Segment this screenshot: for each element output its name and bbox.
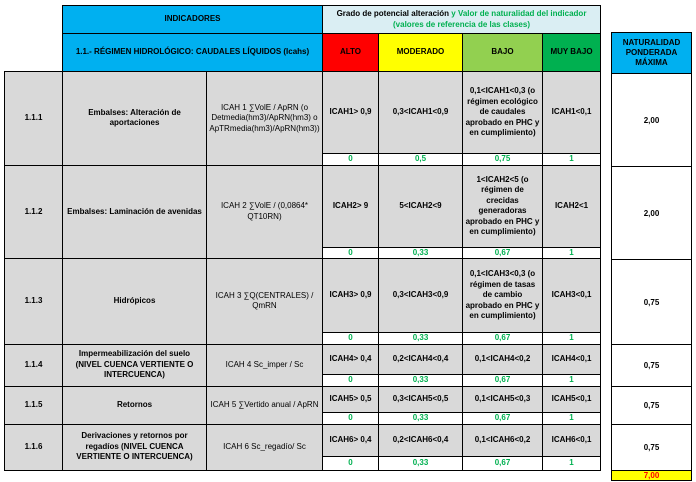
indicator-row bbox=[5, 165, 601, 247]
indicator-formula: ICAH 3 ∑Q(CENTRALES) / QmRN bbox=[207, 259, 323, 345]
threshold-alto: ICAH3> 0,9 bbox=[323, 259, 379, 333]
grado-green-text: y Valor de naturalidad del indicador (valores de referencia de las clases) bbox=[393, 9, 587, 29]
threshold-moderado: 0,3<ICAH3<0,9 bbox=[379, 259, 463, 333]
threshold-bajo: 0,1<ICAH1<0,3 (o régimen ecológico de caudales aprobado en PHC y en cumplimiento) bbox=[463, 72, 543, 154]
naturalidad-value: 2,00 bbox=[612, 167, 692, 260]
indicator-code: 1.1.2 bbox=[5, 165, 63, 259]
score-moderado: 0,33 bbox=[379, 456, 463, 470]
naturalidad-value: 0,75 bbox=[612, 260, 692, 345]
score-alto: 0 bbox=[323, 154, 379, 166]
threshold-moderado: 0,3<ICAH1<0,9 bbox=[379, 72, 463, 154]
score-moderado: 0,33 bbox=[379, 374, 463, 386]
score-muy-bajo: 1 bbox=[543, 374, 601, 386]
indicator-formula: ICAH 5 ∑Vertido anual / ApRN bbox=[207, 386, 323, 424]
score-bajo: 0,67 bbox=[463, 247, 543, 259]
threshold-muy-bajo: ICAH6<0,1 bbox=[543, 424, 601, 456]
indicator-formula: ICAH 1 ∑VolE / ApRN (o Detmedia(hm3)/ApRN(hm3) o ApTRmedia(hm3)/ApRN(hm3)) bbox=[207, 72, 323, 166]
grado-text: Grado de potencial alteración bbox=[336, 9, 450, 18]
naturalidad-value: 2,00 bbox=[612, 74, 692, 167]
indicator-row bbox=[5, 424, 601, 456]
threshold-muy-bajo: ICAH1<0,1 bbox=[543, 72, 601, 154]
threshold-moderado: 0,2<ICAH4<0,4 bbox=[379, 344, 463, 374]
score-alto: 0 bbox=[323, 412, 379, 424]
indicator-name: Impermeabilización del suelo (NIVEL CUENCA VERTIENTE O INTERCUENCA) bbox=[63, 344, 207, 386]
score-bajo: 0,67 bbox=[463, 456, 543, 470]
grado-header bbox=[323, 6, 601, 34]
indicator-name: Embalses: Laminación de avenidas bbox=[63, 165, 207, 259]
naturalidad-column bbox=[611, 32, 692, 481]
score-muy-bajo: 1 bbox=[543, 154, 601, 166]
class-alto: ALTO bbox=[323, 34, 379, 72]
score-muy-bajo: 1 bbox=[543, 247, 601, 259]
threshold-alto: ICAH6> 0,4 bbox=[323, 424, 379, 456]
indicator-formula: ICAH 2 ∑VolE / (0,0864* QT10RN) bbox=[207, 165, 323, 259]
score-moderado: 0,33 bbox=[379, 412, 463, 424]
naturalidad-value: 0,75 bbox=[612, 425, 692, 471]
threshold-moderado: 5<ICAH2<9 bbox=[379, 165, 463, 247]
threshold-moderado: 0,2<ICAH6<0,4 bbox=[379, 424, 463, 456]
threshold-bajo: 0,1<ICAH4<0,2 bbox=[463, 344, 543, 374]
indicator-name: Hidrópicos bbox=[63, 259, 207, 345]
threshold-muy-bajo: ICAH3<0,1 bbox=[543, 259, 601, 333]
score-moderado: 0,33 bbox=[379, 333, 463, 345]
threshold-alto: ICAH1> 0,9 bbox=[323, 72, 379, 154]
threshold-bajo: 0,1<ICAH5<0,3 bbox=[463, 386, 543, 412]
score-muy-bajo: 1 bbox=[543, 412, 601, 424]
indicator-code: 1.1.5 bbox=[5, 386, 63, 424]
score-alto: 0 bbox=[323, 333, 379, 345]
indicator-row bbox=[5, 386, 601, 412]
indicator-row bbox=[5, 344, 601, 374]
indicators-table bbox=[4, 5, 601, 471]
indicator-name: Derivaciones y retornos por regadíos (NIVEL CUENCA VERTIENTE O INTERCUENCA) bbox=[63, 424, 207, 470]
indicadores-header: INDICADORES bbox=[63, 6, 323, 34]
indicator-row bbox=[5, 72, 601, 154]
naturalidad-total: 7,00 bbox=[612, 471, 692, 481]
threshold-alto: ICAH2> 9 bbox=[323, 165, 379, 247]
score-alto: 0 bbox=[323, 456, 379, 470]
class-moderado: MODERADO bbox=[379, 34, 463, 72]
indicator-name: Embalses: Alteración de aportaciones bbox=[63, 72, 207, 166]
naturalidad-value: 0,75 bbox=[612, 345, 692, 387]
indicator-code: 1.1.3 bbox=[5, 259, 63, 345]
score-alto: 0 bbox=[323, 247, 379, 259]
threshold-bajo: 0,1<ICAH3<0,3 (o régimen de tasas de cambio aprobado en PHC y en cumplimiento) bbox=[463, 259, 543, 333]
threshold-moderado: 0,3<ICAH5<0,5 bbox=[379, 386, 463, 412]
threshold-muy-bajo: ICAH4<0,1 bbox=[543, 344, 601, 374]
indicator-row bbox=[5, 259, 601, 333]
class-bajo: BAJO bbox=[463, 34, 543, 72]
threshold-alto: ICAH4> 0,4 bbox=[323, 344, 379, 374]
score-moderado: 0,5 bbox=[379, 154, 463, 166]
score-bajo: 0,75 bbox=[463, 154, 543, 166]
blank-corner-2 bbox=[5, 34, 63, 72]
threshold-muy-bajo: ICAH2<1 bbox=[543, 165, 601, 247]
class-muy-bajo: MUY BAJO bbox=[543, 34, 601, 72]
threshold-alto: ICAH5> 0,5 bbox=[323, 386, 379, 412]
naturalidad-value: 0,75 bbox=[612, 387, 692, 425]
score-moderado: 0,33 bbox=[379, 247, 463, 259]
score-bajo: 0,67 bbox=[463, 374, 543, 386]
threshold-bajo: 1<ICAH2<5 (o régimen de crecidas generadoras aprobado en PHC y en cumplimiento) bbox=[463, 165, 543, 247]
section-title: 1.1.- RÉGIMEN HIDROLÓGICO: CAUDALES LÍQUIDOS (Icahs) bbox=[63, 34, 323, 72]
threshold-muy-bajo: ICAH5<0,1 bbox=[543, 386, 601, 412]
indicator-code: 1.1.4 bbox=[5, 344, 63, 386]
blank-corner bbox=[5, 6, 63, 34]
score-muy-bajo: 1 bbox=[543, 333, 601, 345]
naturalidad-header: NATURALIDAD PONDERADA MÁXIMA bbox=[612, 33, 692, 74]
score-alto: 0 bbox=[323, 374, 379, 386]
indicator-name: Retornos bbox=[63, 386, 207, 424]
indicator-code: 1.1.6 bbox=[5, 424, 63, 470]
indicator-formula: ICAH 6 Sc_regadío/ Sc bbox=[207, 424, 323, 470]
indicator-code: 1.1.1 bbox=[5, 72, 63, 166]
score-muy-bajo: 1 bbox=[543, 456, 601, 470]
score-bajo: 0,67 bbox=[463, 412, 543, 424]
score-bajo: 0,67 bbox=[463, 333, 543, 345]
threshold-bajo: 0,1<ICAH6<0,2 bbox=[463, 424, 543, 456]
indicator-formula: ICAH 4 Sc_imper / Sc bbox=[207, 344, 323, 386]
